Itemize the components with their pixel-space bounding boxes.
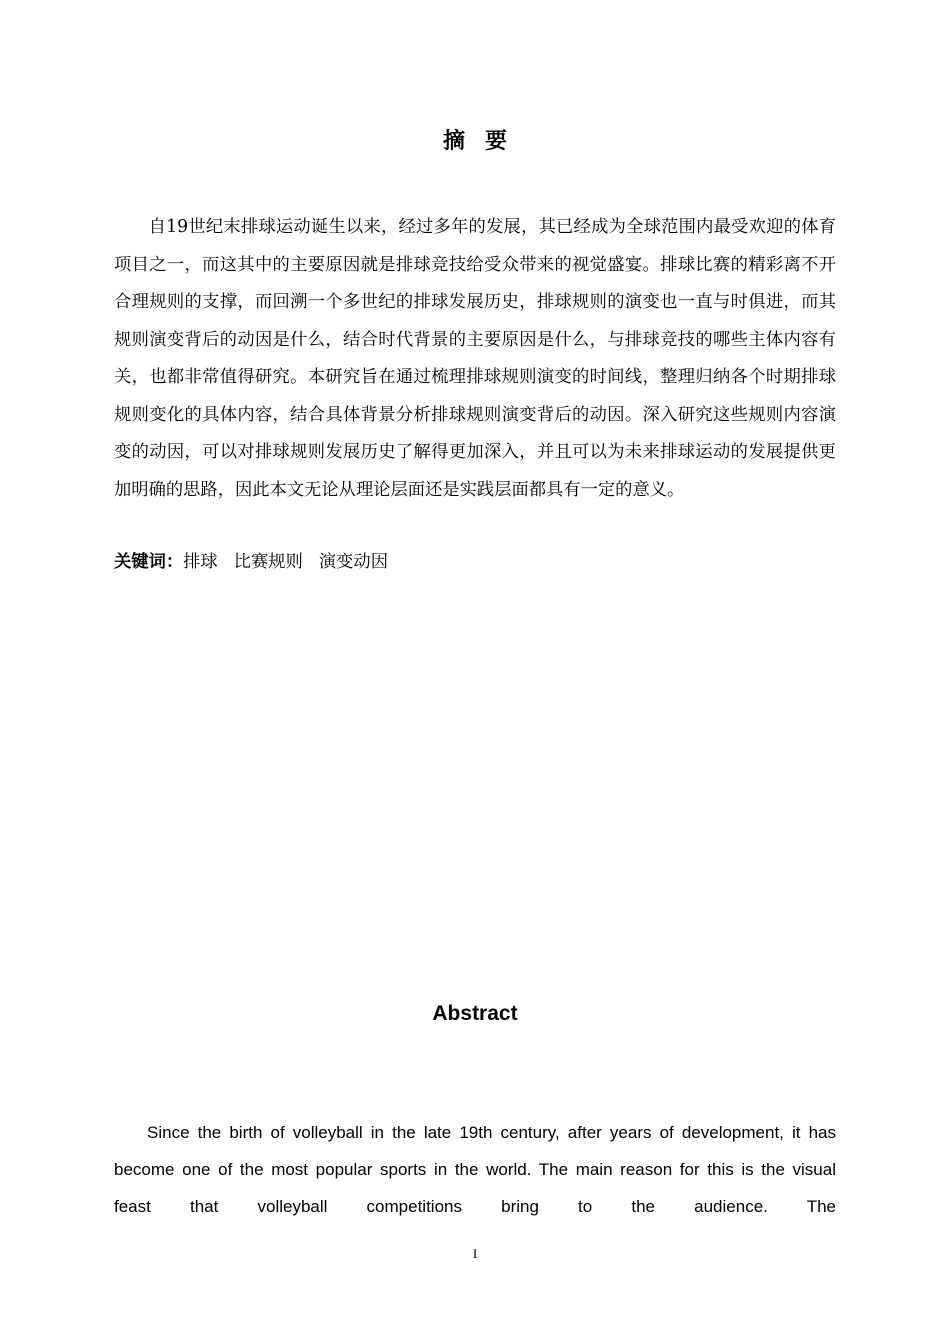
title-char-1: 摘 (442, 128, 465, 154)
chinese-keywords (114, 544, 836, 582)
chinese-abstract-title (0, 124, 950, 155)
chinese-abstract-body: 自19世纪末排球运动诞生以来，经过多年的发展，其已经成为全球范围内最受欢迎的体育项目之一，而这其中的主要原因就是排球竞技给受众带来的视觉盛宴。排球比赛的精彩离不开合理规则的支撑，而回溯一个多世纪的排球发展历史，排球规则的演变也一直与时俱进，而其规则演变背后的动因是什么，结合时代背景的主要原因是什么，与排球竞技的哪些主体内容有关，也都非常值得研究。本研究旨在通过梳理排球规则演变的时间线，整理归纳各个时期排球规则变化的具体内容，结合具体背景分析排球规则演变背后的动因。深入研究这些规则内容演变的动因，可以对排球规则发展历史了解得更加深入，并且可以为未来排球运动的发展提供更加明确的思路，因此本文无论从理论层面还是实践层面都具有一定的意义。 (114, 217, 836, 500)
title-char-2: 要 (485, 128, 508, 154)
english-abstract-title: Abstract (432, 1002, 518, 1025)
keyword-item: 比赛规则 (233, 552, 303, 572)
keyword-item: 排球 (183, 552, 218, 572)
english-abstract-body: Since the birth of volleyball in the late 19th century, after years of development, it has become one of the most popular sports in the world. The main reason for this is the visual feast that volleyball competitions bring to the audience. The (114, 1123, 836, 1216)
keywords-label: 关键词： (114, 552, 184, 572)
page-number: I (472, 1246, 478, 1261)
keyword-item: 演变动因 (318, 552, 388, 572)
